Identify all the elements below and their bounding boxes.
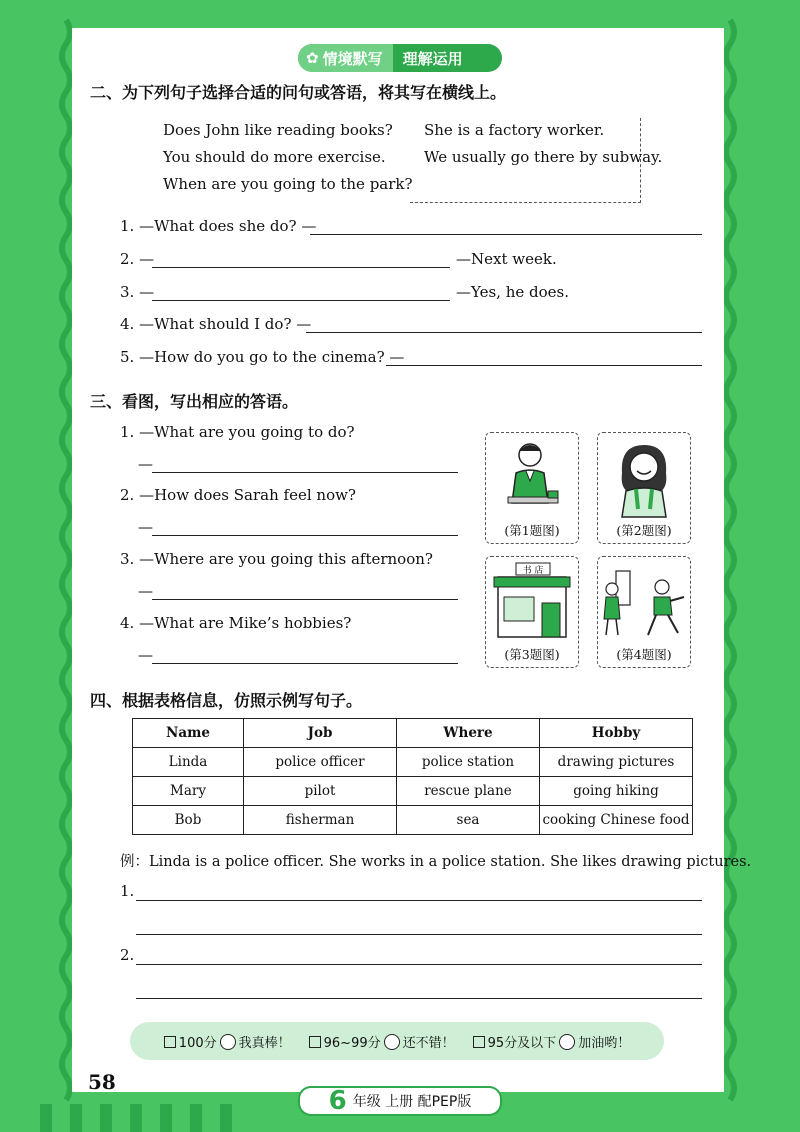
table-cell: sea — [397, 806, 540, 835]
table-row — [133, 806, 693, 835]
s4-item-2-line-b[interactable] — [136, 998, 702, 999]
s4-item-1-line-a[interactable] — [136, 900, 702, 901]
header-hobby: Hobby — [540, 719, 693, 748]
self-rating-bar — [130, 1022, 664, 1060]
table-cell: police officer — [244, 748, 397, 777]
boy-reading-icon — [486, 433, 578, 519]
s2-q1: 1. —What does she do? — — [120, 217, 317, 235]
checkbox-icon — [473, 1036, 485, 1048]
section2-title: 二、为下列句子选择合适的问句或答语，将其写在横线上。 — [90, 83, 507, 102]
table-cell: pilot — [244, 777, 397, 806]
table-cell: police station — [397, 748, 540, 777]
footer-grade-pill — [298, 1086, 502, 1116]
picture-3-caption: (第3题图) — [504, 647, 560, 662]
s2-q2-prefix: 2. — — [120, 250, 155, 268]
s4-item-1-number: 1. — [120, 882, 135, 900]
picture-1 — [485, 432, 579, 544]
s3-q2-blank[interactable] — [152, 535, 458, 536]
shop-sign: 书 店 — [522, 566, 544, 576]
rating-1-label: 100分 — [178, 1035, 217, 1051]
happy-face-icon — [220, 1034, 236, 1050]
table-cell: cooking Chinese food — [540, 806, 693, 835]
checkbox-icon — [164, 1036, 176, 1048]
section3-title: 三、看图，写出相应的答语。 — [90, 392, 299, 411]
rating-option-3[interactable] — [473, 1032, 631, 1051]
s4-item-2-line-a[interactable] — [136, 964, 702, 965]
s2-q4-blank[interactable] — [306, 332, 702, 333]
option-5: When are you going to the park? — [163, 175, 413, 193]
rating-2-label: 96~99分 — [323, 1035, 381, 1051]
picture-2 — [597, 432, 691, 544]
s3-q1-dash: — — [138, 455, 153, 473]
table-row — [133, 777, 693, 806]
header-job: Job — [244, 719, 397, 748]
section4-title: 四、根据表格信息，仿照示例写句子。 — [90, 691, 363, 710]
header-left-label: 情境默写 — [322, 49, 383, 68]
option-1: Does John like reading books? — [163, 121, 393, 139]
s4-item-1-line-b[interactable] — [136, 934, 702, 935]
table-header-row — [133, 719, 693, 748]
s3-q1: 1. —What are you going to do? — [120, 423, 355, 441]
picture-2-caption: (第2题图) — [616, 523, 672, 538]
girl-smiling-icon — [598, 433, 690, 519]
example-sentence: 例：Linda is a police officer. She works in a police station. She likes drawing pictures. — [120, 854, 752, 870]
info-table — [132, 718, 693, 835]
table-cell: rescue plane — [397, 777, 540, 806]
s2-q5-blank[interactable] — [386, 365, 702, 366]
option-3: You should do more exercise. — [163, 148, 386, 166]
table-cell: Mary — [133, 777, 244, 806]
footer-text: 年级 上册 配PEP版 — [352, 1094, 472, 1110]
header-right-label: 理解运用 — [402, 49, 463, 68]
s2-q2-answer: —Next week. — [456, 250, 557, 268]
picture-4 — [597, 556, 691, 668]
s2-q4: 4. —What should I do? — — [120, 315, 312, 333]
hobbies-painting-kungfu-icon — [598, 557, 690, 643]
table-cell: Linda — [133, 748, 244, 777]
header-where: Where — [397, 719, 540, 748]
option-4: We usually go there by subway. — [424, 148, 663, 166]
rating-option-1[interactable] — [164, 1032, 291, 1051]
s2-q5: 5. —How do you go to the cinema? — — [120, 348, 405, 366]
grade-number: 6 — [328, 1086, 347, 1116]
picture-1-caption: (第1题图) — [504, 523, 560, 538]
picture-3 — [485, 556, 579, 668]
bookstore-icon — [486, 557, 578, 643]
s3-q1-blank[interactable] — [152, 472, 458, 473]
page-number: 58 — [88, 1070, 116, 1094]
s3-q3: 3. —Where are you going this afternoon? — [120, 550, 433, 568]
rating-option-2[interactable] — [309, 1032, 455, 1051]
table-cell: Bob — [133, 806, 244, 835]
s3-q2-dash: — — [138, 518, 153, 536]
flower-icon: ✿ — [306, 49, 319, 67]
header-name: Name — [133, 719, 244, 748]
section-header-pill — [298, 44, 502, 72]
smile-face-icon — [384, 1034, 400, 1050]
s2-q3-blank[interactable] — [152, 300, 450, 301]
s2-q1-blank[interactable] — [310, 234, 702, 235]
s3-q2: 2. —How does Sarah feel now? — [120, 486, 356, 504]
s2-q3-prefix: 3. — — [120, 283, 155, 301]
s2-q3-answer: —Yes, he does. — [456, 283, 569, 301]
rating-2-comment: 还不错！ — [402, 1035, 455, 1051]
rating-3-label: 95分及以下 — [487, 1035, 557, 1051]
table-cell: fisherman — [244, 806, 397, 835]
s3-q3-blank[interactable] — [152, 599, 458, 600]
table-cell: going hiking — [540, 777, 693, 806]
rating-1-comment: 我真棒！ — [238, 1035, 291, 1051]
table-row — [133, 748, 693, 777]
picture-4-caption: (第4题图) — [616, 647, 672, 662]
s3-q4: 4. —What are Mike’s hobbies? — [120, 614, 352, 632]
s2-q2-blank[interactable] — [152, 267, 450, 268]
cheer-face-icon — [559, 1034, 575, 1050]
table-cell: drawing pictures — [540, 748, 693, 777]
s3-q4-blank[interactable] — [152, 663, 458, 664]
s3-q3-dash: — — [138, 582, 153, 600]
s4-item-2-number: 2. — [120, 946, 135, 964]
checkbox-icon — [309, 1036, 321, 1048]
option-2: She is a factory worker. — [424, 121, 605, 139]
rating-3-comment: 加油哟！ — [578, 1035, 631, 1051]
s3-q4-dash: — — [138, 646, 153, 664]
